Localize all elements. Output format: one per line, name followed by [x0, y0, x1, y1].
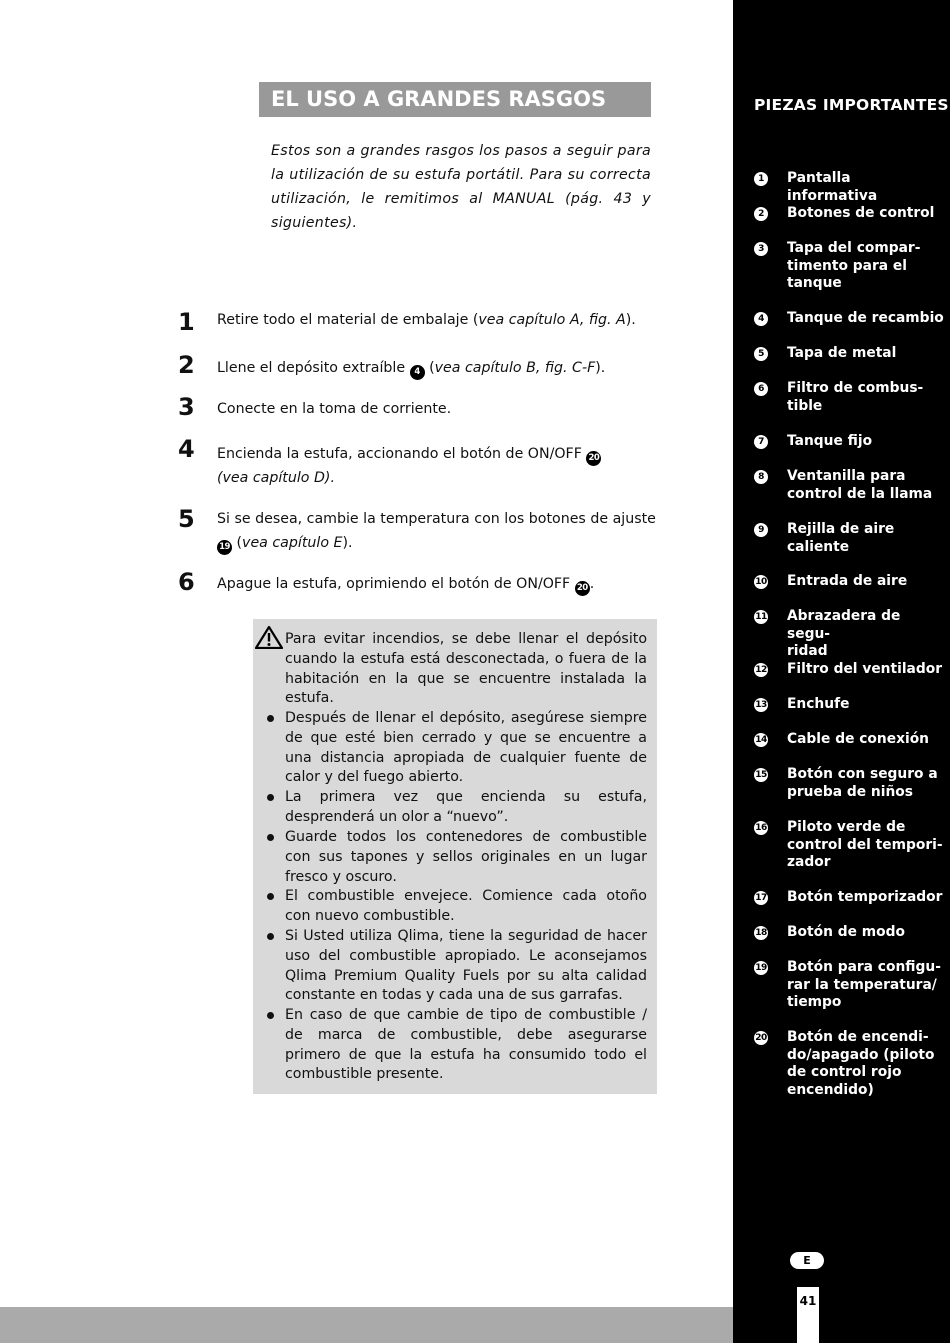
part-label: Filtro de combus- tible — [787, 380, 924, 414]
part-item — [754, 521, 944, 556]
part-item — [754, 310, 944, 328]
part-number-badge: 20 — [586, 451, 601, 466]
step-text: Apague la estufa, oprimiendo el botón de ON/OFF 20 . — [217, 572, 657, 596]
part-item — [754, 468, 944, 503]
part-number: 7 — [754, 435, 768, 449]
part-item — [754, 433, 944, 451]
part-number: 3 — [754, 242, 768, 256]
part-label: Tanque fijo — [787, 433, 873, 449]
sidebar-title: PIEZAS IMPORTANTES — [754, 96, 949, 114]
part-number-badge: 4 — [410, 365, 425, 380]
part-number: 6 — [754, 382, 768, 396]
part-number: 15 — [755, 770, 767, 780]
part-label: Cable de conexión — [787, 731, 930, 747]
part-number: 13 — [755, 700, 767, 710]
part-number: 12 — [755, 665, 767, 675]
part-number: 20 — [755, 1033, 767, 1043]
part-label: Pantalla informativa — [787, 170, 878, 204]
bullet-dot — [267, 1012, 274, 1019]
part-label: Filtro del ventilador — [787, 661, 943, 677]
part-number: 2 — [754, 207, 768, 221]
part-number: 4 — [754, 312, 768, 326]
bullet-dot — [267, 933, 274, 940]
part-item — [754, 889, 944, 907]
warning-bullet: La primera vez que encienda su estufa, desprenderá un olor a “nuevo”. — [285, 789, 647, 825]
part-label: Botón de encendi- do/apagado (piloto de control rojo encendido) — [787, 1029, 935, 1098]
step-number: 4 — [178, 435, 195, 463]
part-label: Ventanilla para control de la llama — [787, 468, 933, 502]
part-label: Botón para configu- rar la temperatura/ tiempo — [787, 959, 941, 1010]
part-number: 11 — [755, 612, 767, 622]
bullet-dot — [267, 715, 274, 722]
part-number-badge: 19 — [217, 540, 232, 555]
part-item — [754, 380, 944, 415]
part-item — [754, 240, 944, 293]
warning-lead: Para evitar incendios, se debe llenar el depósito cuando la estufa está desconectada, o fuera de la habitación en la que se encuentre instalada la estufa. — [285, 631, 647, 707]
part-number: 17 — [755, 893, 767, 903]
part-label: Enchufe — [787, 696, 850, 712]
part-number: 18 — [755, 928, 767, 938]
warning-bullet: En caso de que cambie de tipo de combustible / de marca de combustible, debe asegurarse primero de que la estufa ha consumido todo el combustible presente. — [285, 1007, 647, 1083]
part-number: 14 — [755, 735, 767, 745]
footer-bar — [0, 1307, 733, 1343]
part-label: Tapa del compar- timento para el tanque — [787, 240, 921, 291]
warning-bullet: El combustible envejece. Comience cada otoño con nuevo combustible. — [285, 888, 647, 924]
part-label: Botón temporizador — [787, 889, 943, 905]
part-label: Rejilla de aire caliente — [787, 521, 895, 555]
part-label: Botón de modo — [787, 924, 905, 940]
part-label: Entrada de aire — [787, 573, 908, 589]
bullet-dot — [267, 834, 274, 841]
part-label: Botón con seguro a prueba de niños — [787, 766, 938, 800]
part-label: Tapa de metal — [787, 345, 897, 361]
language-badge: E — [790, 1252, 824, 1269]
part-label: Botones de control — [787, 205, 935, 221]
part-item — [754, 205, 944, 223]
part-label: Abrazadera de segu- ridad — [787, 608, 901, 659]
part-number: 5 — [754, 347, 768, 361]
part-number: 1 — [754, 172, 768, 186]
step-text: Llene el depósito extraíble 4 (vea capítulo B, fig. C-F). — [217, 356, 657, 380]
step-number: 2 — [178, 351, 195, 379]
part-number: 10 — [755, 577, 767, 587]
step-text: Encienda la estufa, accionando el botón de ON/OFF 20 (vea capítulo D). — [217, 442, 657, 490]
part-number-badge: 20 — [575, 581, 590, 596]
sidebar — [733, 0, 950, 1343]
part-item — [754, 731, 944, 749]
part-number: 19 — [755, 963, 767, 973]
bullet-dot — [267, 794, 274, 801]
part-item — [754, 924, 944, 942]
part-item — [754, 819, 944, 872]
step-number: 5 — [178, 505, 195, 533]
step-text: Conecte en la toma de corriente. — [217, 401, 452, 417]
part-item — [754, 766, 944, 801]
intro-paragraph: Estos son a grandes rasgos los pasos a seguir para la utilización de su estufa portátil. Para su correcta utilización, le remitimos al MANUAL (pág. 43 y siguientes). — [271, 143, 651, 231]
part-item — [754, 573, 944, 591]
part-number: 16 — [755, 823, 767, 833]
step-number: 1 — [178, 308, 195, 336]
part-item — [754, 345, 944, 363]
part-label: Tanque de recambio — [787, 310, 944, 326]
part-label: Piloto verde de control del tempori- zador — [787, 819, 943, 870]
page-number: 41 — [797, 1287, 819, 1343]
part-item — [754, 1029, 944, 1099]
part-item — [754, 608, 944, 661]
part-item — [754, 661, 944, 679]
part-item — [754, 959, 944, 1012]
warning-bullet: Si Usted utiliza Qlima, tiene la seguridad de hacer uso del combustible apropiado. Le aconsejamos Qlima Premium Quality Fuels por su alta calidad constante en todas y cada una de sus garrafas. — [285, 928, 647, 1004]
part-item — [754, 170, 944, 205]
warning-icon — [255, 625, 283, 649]
step-number: 3 — [178, 393, 195, 421]
bullet-dot — [267, 893, 274, 900]
warning-bullet: Después de llenar el depósito, asegúrese siempre de que esté bien cerrado y que se encuentre a una distancia apropiada de cualquier fuente de calor y del fuego abierto. — [285, 710, 647, 786]
step-text: Retire todo el material de embalaje (vea capítulo A, fig. A). — [217, 312, 636, 328]
step-text: Si se desea, cambie la temperatura con los botones de ajuste 19 (vea capítulo E). — [217, 507, 657, 555]
part-number: 8 — [754, 470, 768, 484]
warning-box — [253, 619, 657, 1094]
part-item — [754, 696, 944, 714]
page-title: EL USO A GRANDES RASGOS — [259, 82, 651, 117]
warning-bullet: Guarde todos los contenedores de combustible con sus tapones y sellos originales en un lugar fresco y oscuro. — [285, 829, 647, 885]
step-number: 6 — [178, 568, 195, 596]
part-number: 9 — [754, 523, 768, 537]
